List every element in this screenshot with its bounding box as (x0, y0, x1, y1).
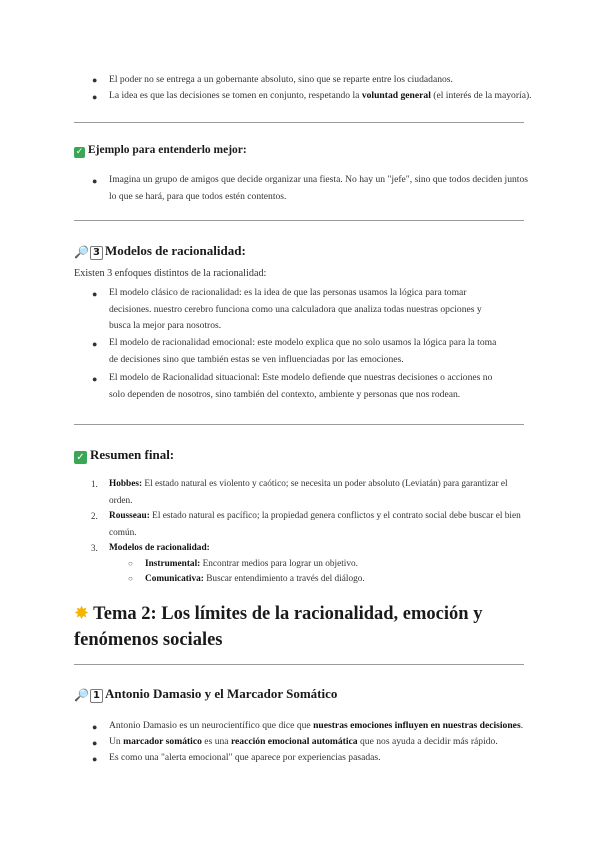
list-number: 3. (91, 543, 98, 553)
bullet-icon: ● (92, 75, 98, 85)
list-item-text: lo que se hará, para que todos estén contentos. (109, 190, 287, 202)
section-heading-resumen: ✓ Resumen final: (74, 447, 174, 464)
magnifier-icon: 🔎 (74, 245, 89, 259)
divider (74, 220, 524, 221)
list-item: El modelo de Racionalidad situacional: Este modelo defiende que nuestras decisiones o acciones no solo dependen de nosotros, sino también del contexto, ambiente y personas que nos rodean. (109, 372, 493, 400)
list-item: Modelos de racionalidad: (109, 543, 210, 553)
list-item: Hobbes: El estado natural es violento y caótico; se necesita un poder absoluto (Leviatán) para garantizar el orden. (109, 479, 508, 506)
list-item-text: La idea es que las decisiones se tomen en conjunto, respetando la (109, 90, 362, 101)
keycap-number-icon: 3 (90, 246, 103, 260)
keycap-number-icon: 1 (90, 689, 103, 703)
bullet-icon: ● (92, 722, 98, 732)
circle-bullet-icon: ○ (128, 574, 133, 583)
divider (74, 424, 524, 425)
list-item (109, 72, 453, 89)
list-item: Un marcador somático es una reacción emocional automática que nos ayuda a decidir más rápido. (109, 736, 498, 747)
list-number: 2. (91, 511, 98, 521)
divider (74, 664, 524, 665)
list-item-text: (el interés de la mayoría). (430, 90, 532, 101)
section-heading-damasio: 🔎 1 Antonio Damasio y el Marcador Somático (74, 686, 338, 702)
circle-bullet-icon: ○ (128, 559, 133, 568)
intro-text: Existen 3 enfoques distintos de la racionalidad: (74, 268, 267, 279)
bullet-icon: ● (92, 176, 98, 186)
list-item: El modelo clásico de racionalidad: es la idea de que las personas usamos la lógica para tomar decisiones. nuestro cerebro funciona como una calculadora que analiza todas nuestras opciones y busca la mejor para nosotros. (109, 287, 482, 331)
list-item: Es como una "alerta emocional" que aparece por experiencias pasadas. (109, 752, 381, 763)
bullet-icon: ● (92, 339, 98, 349)
bullet-icon: ● (92, 738, 98, 748)
list-item-text: Imagina un grupo de amigos que decide organizar una fiesta. No hay un "jefe", sino que todos deciden juntos (109, 174, 529, 185)
magnifier-icon: 🔎 (74, 688, 89, 702)
check-icon: ✓ (74, 451, 87, 464)
bullet-icon: ● (92, 289, 98, 299)
list-item (109, 88, 532, 105)
sun-icon: ✸ (74, 603, 90, 624)
bullet-icon: ● (92, 92, 98, 102)
sub-list-item: Comunicativa: Buscar entendimiento a través del diálogo. (145, 574, 365, 584)
divider (74, 122, 524, 123)
sub-list-item: Instrumental: Encontrar medios para lograr un objetivo. (145, 559, 359, 569)
list-item: El modelo de racionalidad emocional: este modelo explica que no solo usamos la lógica para la toma de decisiones sino que también estas se ven influenciadas por las emociones. (109, 337, 497, 365)
section-heading-modelos: 🔎 3 Modelos de racionalidad: (74, 243, 246, 259)
list-item: Antonio Damasio es un neurocientífico que dice que nuestras emociones influyen en nuestras decisiones. (109, 720, 524, 731)
bullet-icon: ● (92, 374, 98, 384)
page-title-tema2: ✸ Tema 2: Los límites de la racionalidad, emoción y fenómenos sociales (74, 603, 483, 650)
check-icon: ✓ (75, 147, 84, 157)
list-item (109, 172, 528, 205)
section-heading-ejemplo: ✓ Ejemplo para entenderlo mejor: (75, 144, 247, 157)
list-item: Rousseau: El estado natural es pacífico; la propiedad genera conflictos y el contrato social debe buscar el bien común. (109, 511, 521, 538)
bullet-icon: ● (92, 754, 98, 764)
list-item-text: El poder no se entrega a un gobernante absoluto, sino que se reparte entre los ciudadanos. (109, 74, 453, 85)
bold-text: voluntad general (361, 90, 431, 101)
list-number: 1. (91, 479, 98, 489)
